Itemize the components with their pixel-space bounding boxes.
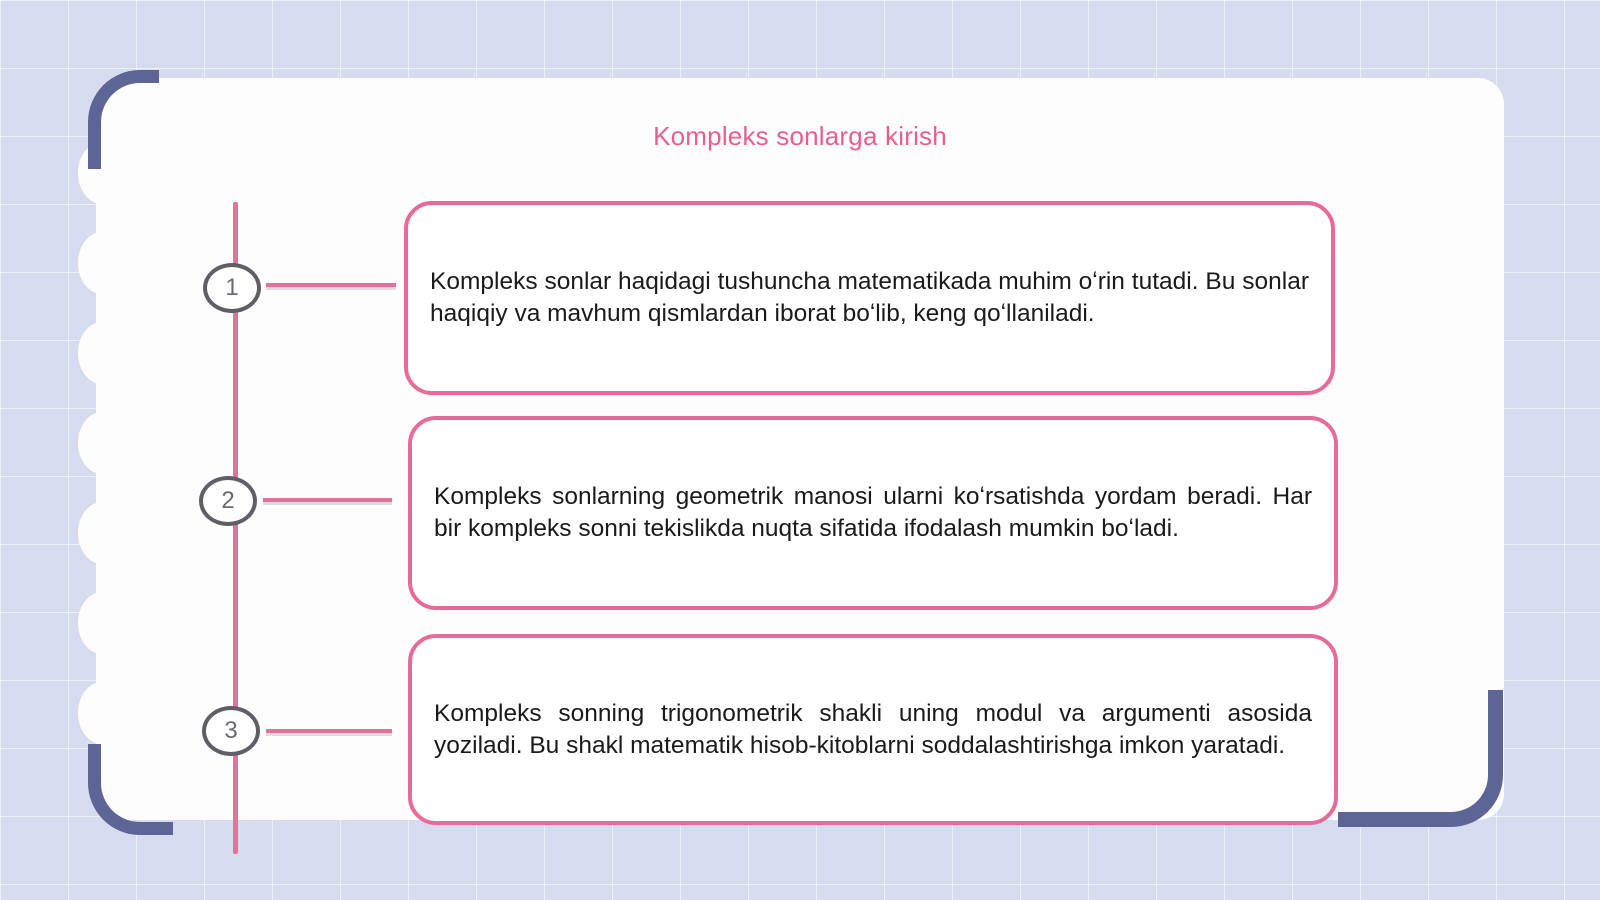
slide-title: Kompleks sonlarga kirish: [653, 121, 947, 151]
sheet-scallop-edge: [78, 682, 126, 744]
corner-bracket-bottom-left: [88, 744, 173, 835]
timeline-card: [408, 634, 1338, 825]
step-number: 1: [225, 274, 239, 301]
timeline-connector: [263, 498, 392, 502]
timeline-card: [408, 416, 1338, 610]
corner-bracket-bottom-right: [1338, 690, 1503, 827]
step-number-circle: [202, 706, 260, 756]
timeline-connector: [266, 729, 392, 733]
sheet-scallop-edge: [78, 232, 126, 294]
sheet-scallop-edge: [78, 502, 126, 564]
timeline-connector: [266, 283, 396, 287]
corner-bracket-top-left: [88, 70, 159, 169]
timeline-card: [404, 201, 1335, 395]
card-text: Kompleks sonlarning geometrik manosi ularni koʻrsatishda yordam beradi. Har bir kompleks sonni tekislikda nuqta sifatida ifodalash mumkin boʻladi.: [434, 483, 1312, 542]
sheet-scallop-edge: [78, 592, 126, 654]
step-number: 3: [224, 717, 238, 744]
card-text: Kompleks sonning trigonometrik shakli uning modul va argumenti asosida yoziladi. Bu shakl matematik hisob-kitoblarni soddalashtirishga imkon yaratadi.: [434, 699, 1312, 759]
sheet-scallop-edge: [78, 322, 126, 384]
sheet-scallop-edge: [78, 412, 126, 474]
card-text: Kompleks sonlar haqidagi tushuncha matematikada muhim oʻrin tutadi. Bu sonlar haqiqiy va mavhum qismlardan iborat boʻlib, keng qoʻllaniladi.: [430, 268, 1309, 327]
step-number: 2: [221, 487, 235, 514]
step-number-circle: [199, 476, 257, 526]
step-number-circle: [203, 263, 261, 313]
